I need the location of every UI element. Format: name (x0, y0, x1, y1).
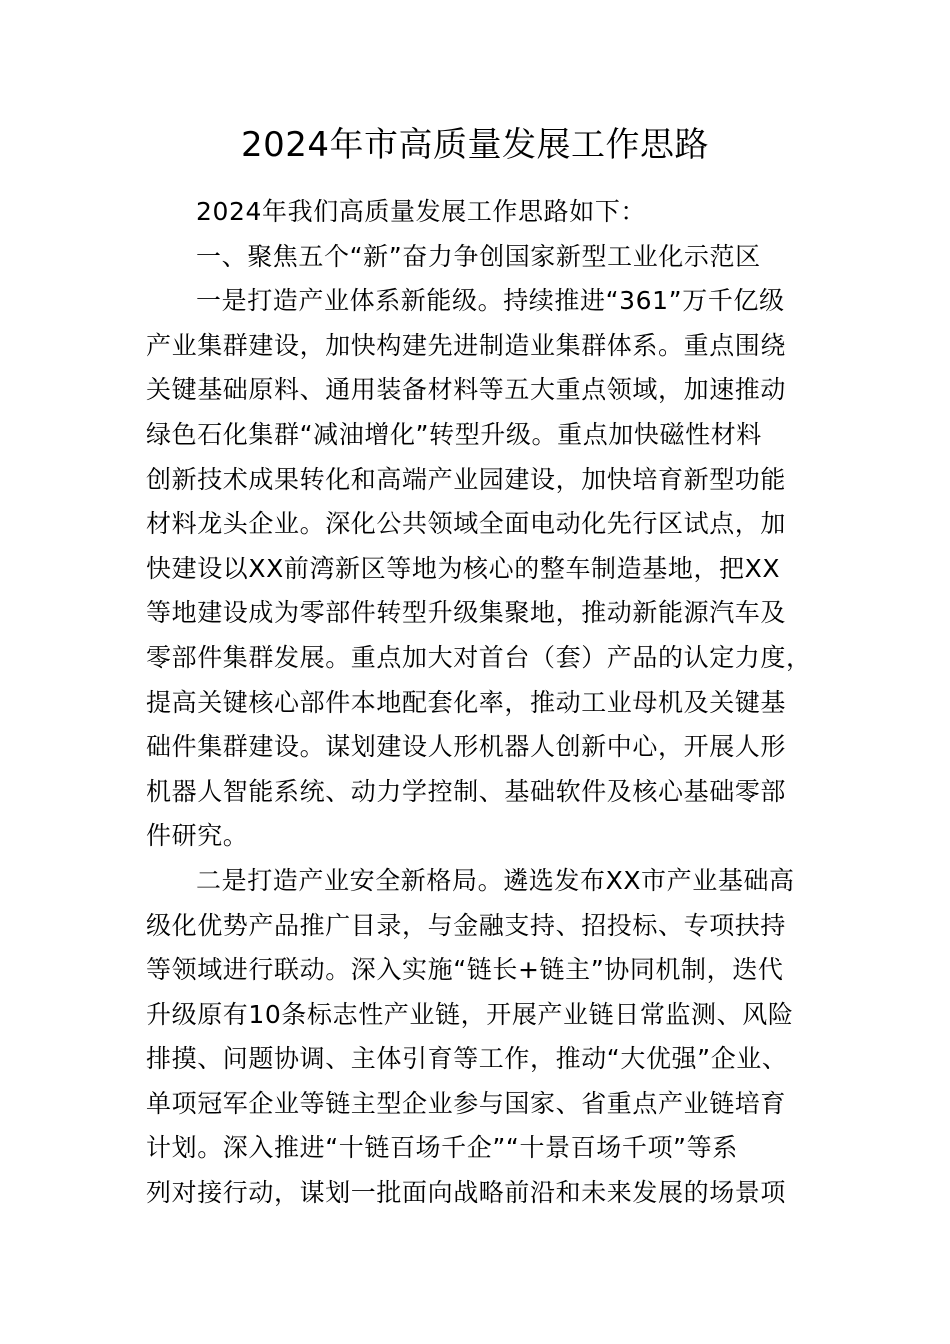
text-line: 件研究。 (146, 821, 249, 851)
section-heading-1: 一、聚焦五个“新”奋力争创国家新型工业化示范区 (196, 241, 761, 271)
text-line: 产业集群建设，加快构建先进制造业集群体系。重点围绕 (146, 330, 787, 360)
text-line: 排摸、问题协调、主体引育等工作，推动“大优强”企业、 (146, 1044, 788, 1074)
paragraph-2 (146, 859, 810, 1216)
text-line: 提高关键核心部件本地配套化率，推动工业母机及关键基 (146, 687, 787, 717)
text-line: 关键基础原料、通用装备材料等五大重点领域，加速推动 (146, 375, 787, 405)
text-line: 等领域进行联动。深入实施“链长+链主”协同机制，迭代 (146, 955, 784, 985)
text-line: 材料龙头企业。深化公共领域全面电动化先行区试点，加 (146, 509, 787, 539)
document-title: 2024年市高质量发展工作思路 (240, 125, 710, 165)
text-line: 升级原有10条标志性产业链，开展产业链日常监测、风险 (146, 999, 794, 1029)
text-line: 计划。深入推进“十链百场千企”“十景百场千项”等系 (146, 1133, 738, 1163)
text-line: 单项冠军企业等链主型企业参与国家、省重点产业链培育 (146, 1088, 787, 1118)
document-body (146, 190, 810, 1216)
text-line: 础件集群建设。谋划建设人形机器人创新中心，开展人形 (146, 732, 787, 762)
text-line: 创新技术成果转化和高端产业园建设，加快培育新型功能 (146, 464, 787, 494)
paragraph-1 (146, 279, 810, 859)
text-line: 列对接行动，谋划一批面向战略前沿和未来发展的场景项 (146, 1178, 787, 1208)
text-line: 级化优势产品推广目录，与金融支持、招投标、专项扶持 (146, 910, 787, 940)
text-line: 零部件集群发展。重点加大对首台（套）产品的认定力度， (146, 642, 812, 672)
text-line: 二是打造产业安全新格局。遴选发布XX市产业基础高 (196, 865, 795, 895)
text-line: 等地建设成为零部件转型升级集聚地，推动新能源汽车及 (146, 598, 787, 628)
intro-paragraph: 2024年我们高质量发展工作思路如下： (196, 197, 647, 226)
text-line: 机器人智能系统、动力学控制、基础软件及核心基础零部 (146, 776, 787, 806)
text-line: 绿色石化集群“减油增化”转型升级。重点加快磁性材料 (146, 419, 762, 449)
text-line: 快建设以XX前湾新区等地为核心的整车制造基地，把XX (146, 553, 781, 583)
text-line: 一是打造产业体系新能级。持续推进“361”万千亿级 (196, 286, 785, 316)
